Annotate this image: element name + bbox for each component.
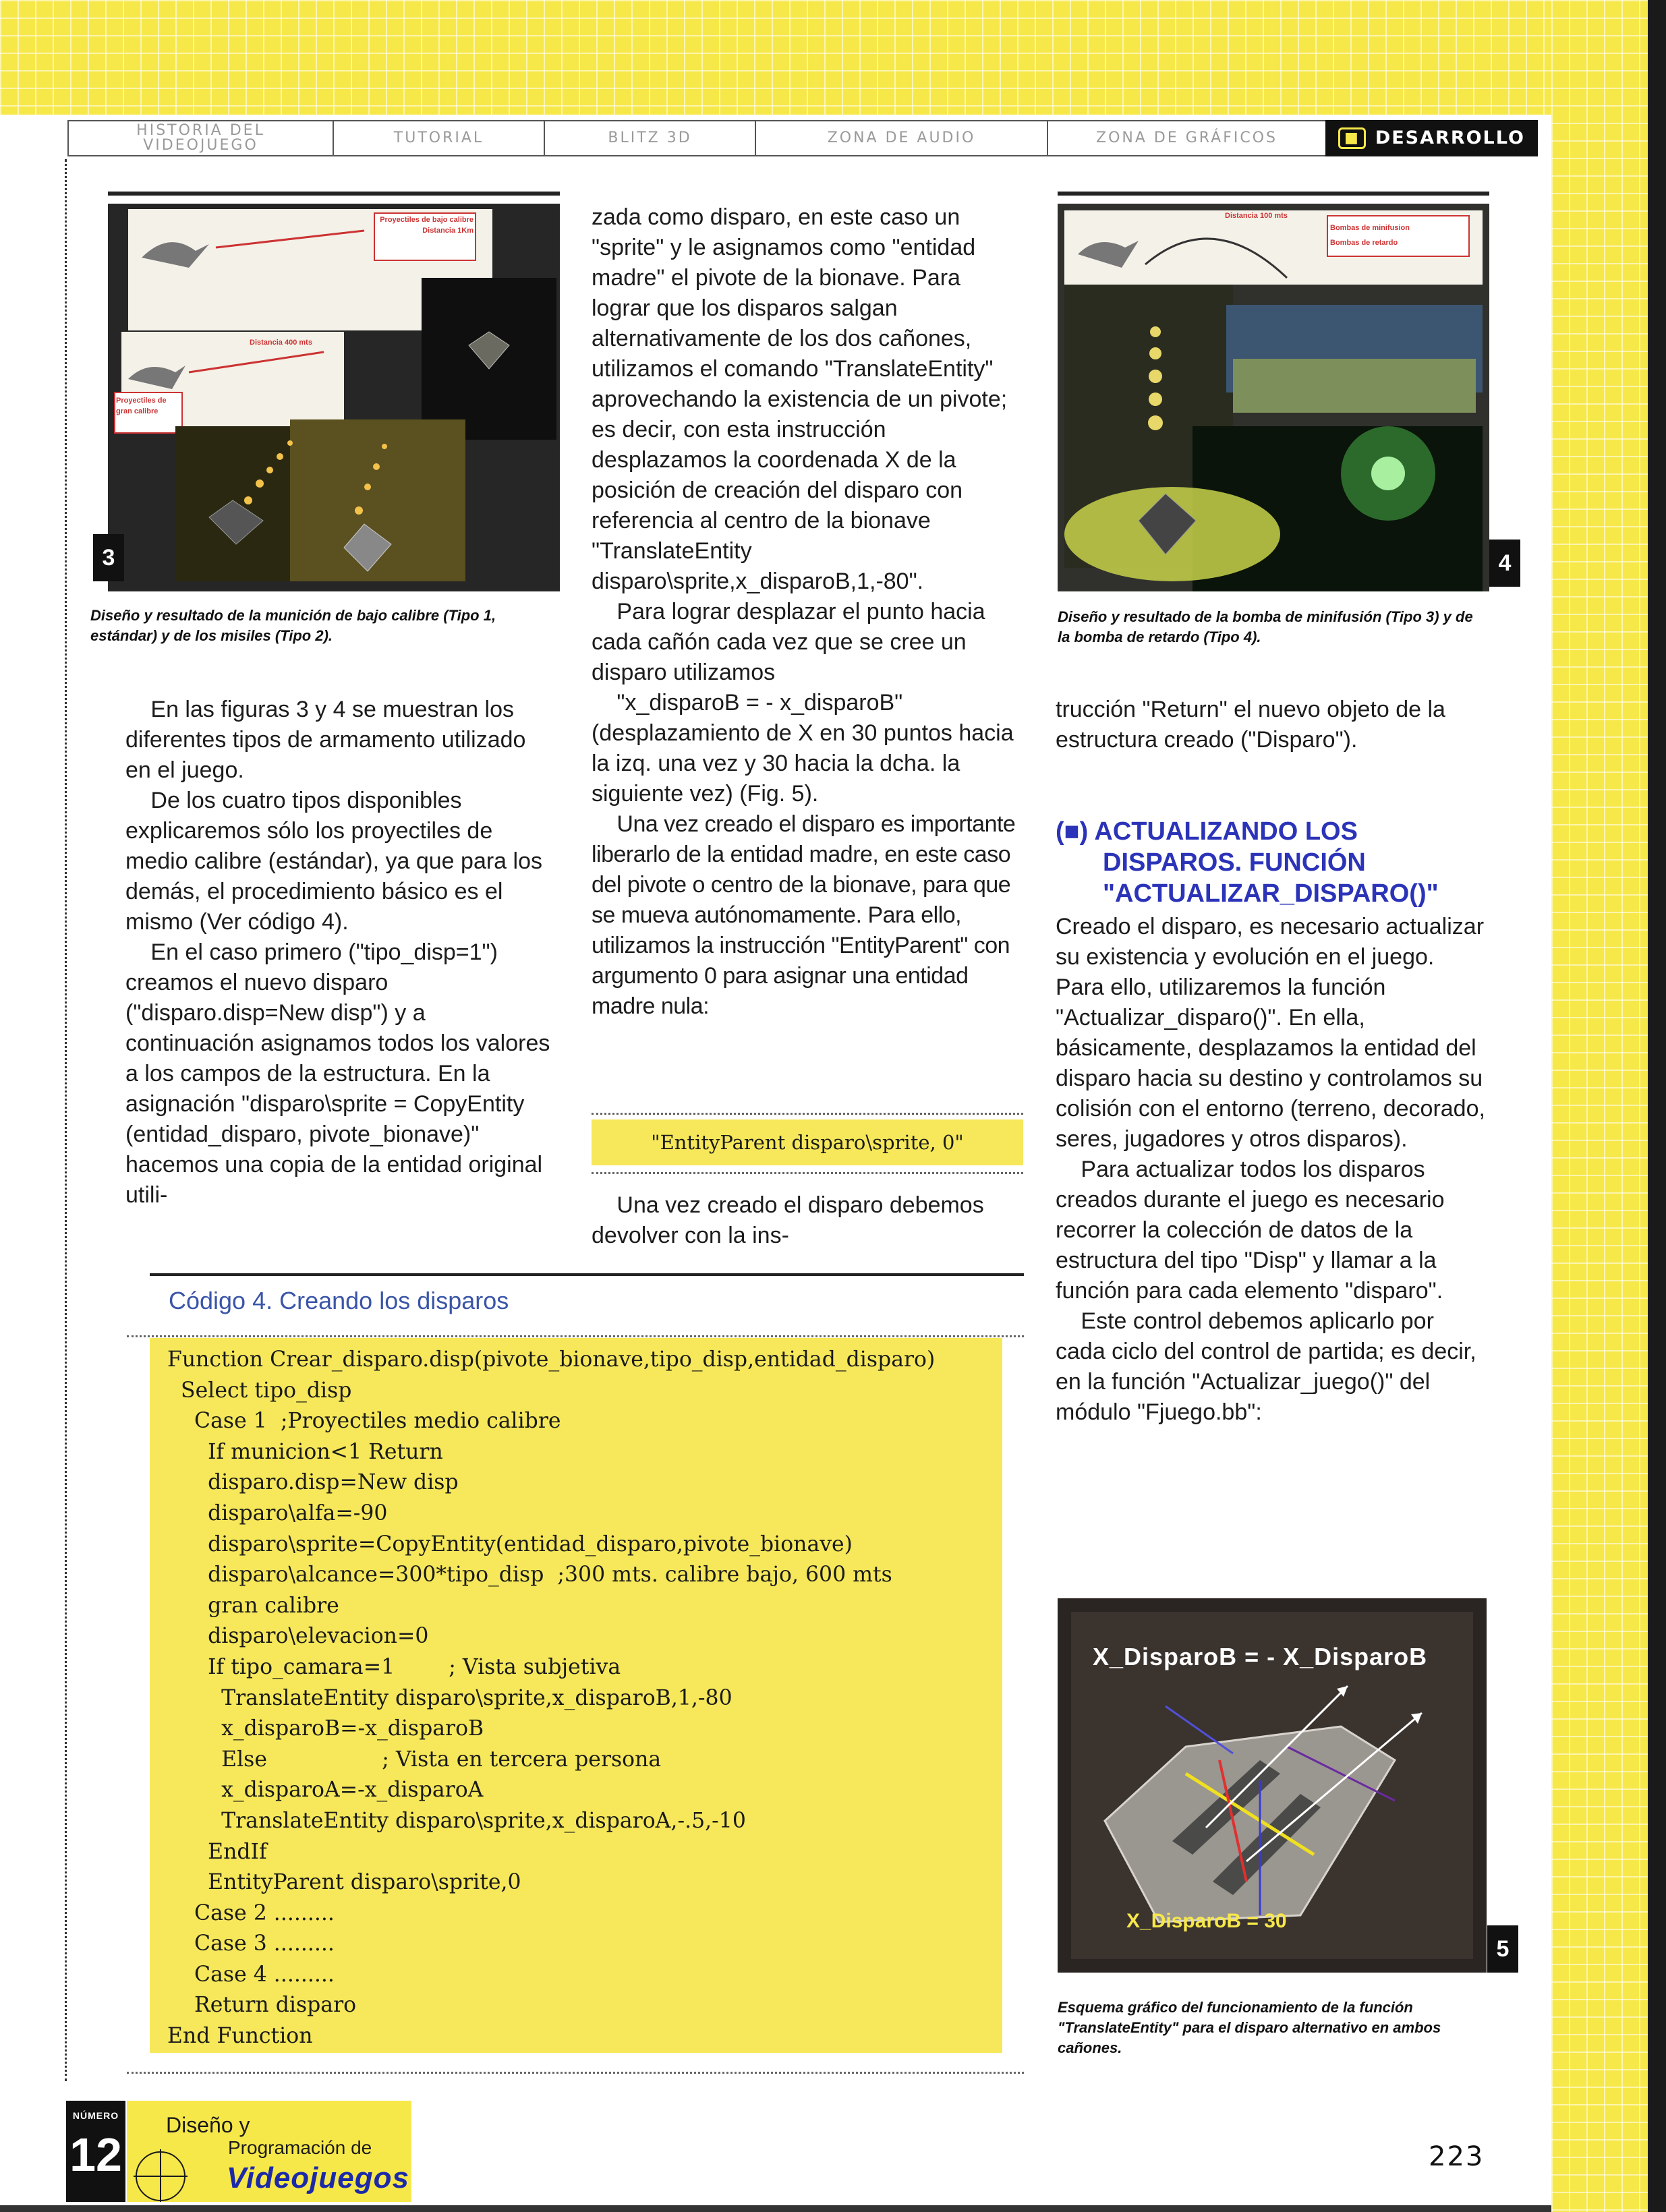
square-icon: ■ <box>1338 127 1366 149</box>
fig5-label-top: X_DisparoB = - X_DisparoB <box>1093 1643 1428 1670</box>
logo-line-3: Videojuegos <box>227 2161 409 2194</box>
column-3-top <box>1056 695 1487 755</box>
code-line: disparo\alcance=300*tipo_disp ;300 mts. calibre bajo, 600 mts <box>167 1563 892 1588</box>
code-line: TranslateEntity disparo\sprite,x_disparoA,-.5,-10 <box>167 1808 746 1833</box>
code-line: Else ; Vista en tercera persona <box>167 1747 662 1772</box>
logo-title-box <box>127 2101 411 2202</box>
figure-5-number: 5 <box>1487 1925 1518 1973</box>
magazine-logo <box>66 2101 411 2202</box>
logo-line-1: Diseño y <box>166 2113 250 2137</box>
top-yellow-grid <box>0 0 1666 115</box>
code-line: disparo\elevacion=0 <box>167 1624 429 1649</box>
column-3-body <box>1056 912 1487 1428</box>
inline-code-entityparent: "EntityParent disparo\sprite, 0" <box>592 1119 1023 1165</box>
page-number: 223 <box>1429 2141 1485 2172</box>
code-line: Function Crear_disparo.disp(pivote_bionave,tipo_disp,entidad_disparo) <box>167 1347 936 1372</box>
tab-historia[interactable]: HISTORIA DEL VIDEOJUEGO <box>67 120 333 156</box>
fig4-label-2: Bombas de minifusion <box>1330 224 1410 232</box>
col2-paragraph-2: Para lograr desplazar el punto hacia cada cañón cada vez que se cree un disparo utilizamos <box>592 599 985 685</box>
figure-5-caption: Esquema gráfico del funcionamiento de la función "TranslateEntity" para el disparo alternativo en ambos cañones. <box>1058 1999 1441 2056</box>
code-line: TranslateEntity disparo\sprite,x_disparoB,1,-80 <box>167 1685 733 1710</box>
tab-audio[interactable]: ZONA DE AUDIO <box>755 120 1047 156</box>
inline-code-bottom-rule <box>592 1172 1023 1174</box>
code-line: Case 2 ......... <box>167 1900 335 1925</box>
fig4-label-3: Bombas de retardo <box>1330 239 1398 247</box>
code-line: End Function <box>167 2024 313 2049</box>
code-bottom-dotted-rule <box>127 2072 1024 2074</box>
code-line: If municion<1 Return <box>167 1439 443 1464</box>
tab-tutorial[interactable]: TUTORIAL <box>333 120 544 156</box>
figure-4 <box>1058 204 1489 591</box>
bottom-rule <box>0 2205 1551 2212</box>
fig4-label-1: Distancia 100 mts <box>1225 212 1288 220</box>
issue-number-box <box>66 2101 125 2202</box>
code-line: Select tipo_disp <box>167 1378 352 1403</box>
col3-paragraph-2: Creado el disparo, es necesario actualizar su existencia y evolución en el juego. Para ello, utilizaremos la función "Actualizar_disparo()". En ella, básicamente, desplazamos la entidad del disparo hacia su destino y controlamos su colisión con el entorno (terreno, decorado, seres, jugadores y otros disparos). <box>1056 914 1485 1152</box>
code-line: Case 1 ;Proyectiles medio calibre <box>167 1409 561 1434</box>
code-line: Return disparo <box>167 1993 357 2018</box>
col2-paragraph-4: Una vez creado el disparo es importante liberarlo de la entidad madre, en este caso del pivote o centro de la bionave, para que se mueva autónomamente. Para ello, utilizamos la instrucción "EntityParent" con argumento 0 para asignar una entidad madre nula: <box>592 811 1016 1019</box>
col1-paragraph-2: De los cuatro tipos disponibles explicaremos sólo los proyectiles de medio calibre (estándar), ya que para los demás, el procedimiento básico es el mismo (Ver código 4). <box>125 788 542 935</box>
tab-desarrollo-label: DESARROLLO <box>1375 127 1525 148</box>
figure-4-number: 4 <box>1489 540 1520 587</box>
tab-graficos[interactable]: ZONA DE GRÁFICOS <box>1047 120 1325 156</box>
col3-paragraph-1: trucción "Return" el nuevo objeto de la estructura creado ("Disparo"). <box>1056 697 1445 753</box>
col1-paragraph-1: En las figuras 3 y 4 se muestran los diferentes tipos de armamento utilizado en el juego. <box>125 697 526 783</box>
column-2-top <box>592 202 1023 1022</box>
code-line: gran calibre <box>167 1593 339 1618</box>
tab-blitz3d[interactable]: BLITZ 3D <box>544 120 755 156</box>
figure-3-number: 3 <box>93 534 124 581</box>
fig3-label-3: Distancia 400 mts <box>250 339 312 347</box>
code-4-block <box>150 1338 1002 2053</box>
column-1 <box>125 695 554 1211</box>
code-line: Case 4 ......... <box>167 1962 335 1987</box>
code-top-rule <box>150 1273 1024 1276</box>
code-line: If tipo_camara=1 ; Vista subjetiva <box>167 1654 621 1679</box>
subhead-line-1: ACTUALIZANDO LOS <box>1094 817 1358 846</box>
column-2-bottom <box>592 1190 1023 1251</box>
numero-label: NÚMERO <box>72 2110 119 2121</box>
code-line: EntityParent disparo\sprite,0 <box>167 1870 521 1895</box>
figure-4-caption: Diseño y resultado de la bomba de minifusión (Tipo 3) y de la bomba de retardo (Tipo 4). <box>1058 608 1473 645</box>
right-edge-bar <box>1648 0 1666 2212</box>
fig3-label-2: Distancia 1Km <box>422 227 473 235</box>
tab-desarrollo[interactable] <box>1325 120 1538 156</box>
section-subheading <box>1056 816 1474 909</box>
figure-4-illustration <box>1058 204 1489 591</box>
col1-paragraph-3: En el caso primero ("tipo_disp=1") creamos el nuevo disparo ("disparo.disp=New disp") y a continuación asignamos todos los valores a los campos de la estructura. En la asignación "disparo\sprite = CopyEntity (entidad_disparo, pivote_bionave)" hacemos una copia de la entidad original utili- <box>125 939 550 1208</box>
col3-paragraph-4: Este control debemos aplicarlo por cada ciclo del control de partida; es decir, en la función "Actualizar_juego()" del módulo "Fjuego.bb": <box>1056 1308 1476 1425</box>
code-line: EndIf <box>167 1839 267 1864</box>
code-line: x_disparoA=-x_disparoA <box>167 1778 484 1803</box>
figure-3-caption: Diseño y resultado de la munición de bajo calibre (Tipo 1, estándar) y de los misiles (Tipo 2). <box>90 607 496 644</box>
code-line: disparo\alfa=-90 <box>167 1501 388 1525</box>
figure3-top-rule <box>108 192 560 196</box>
figure-5 <box>1058 1598 1487 1973</box>
subhead-line-2: DISPAROS. FUNCIÓN <box>1103 848 1366 877</box>
code-line: disparo.disp=New disp <box>167 1470 459 1495</box>
code-line: Case 3 ......... <box>167 1931 335 1956</box>
figure-3 <box>108 204 560 591</box>
issue-number: 12 <box>69 2128 122 2181</box>
col2-paragraph-3: "x_disparoB = - x_disparoB" (desplazamiento de X en 30 puntos hacia la izq. una vez y 30 hacia la dcha. la siguiente vez) (Fig. 5). <box>592 690 1014 807</box>
left-dotted-border <box>65 159 67 2081</box>
code-4-title: Código 4. Creando los disparos <box>169 1287 509 1314</box>
fig5-label-bottom: X_DisparoB = 30 <box>1126 1910 1287 1932</box>
logo-line-2: Programación de <box>228 2137 372 2158</box>
figure4-top-rule <box>1058 192 1489 196</box>
code-line: disparo\sprite=CopyEntity(entidad_disparo,pivote_bionave) <box>167 1532 853 1556</box>
code-title-dotted-rule <box>127 1335 1024 1337</box>
fig3-label-4: Proyectiles de gran calibre <box>116 397 167 415</box>
subhead-icon: (■) <box>1056 817 1089 846</box>
col2-paragraph-1: zada como disparo, en este caso un "sprite" y le asignamos como "entidad madre" el pivote de la bionave. Para lograr que los disparos salgan alternativamente de los dos cañones, utilizamos el comando "TranslateEntity" aprovechando la existencia de un pivote; es decir, con esta instrucción desplazamos la coordenada X de la posición de creación del disparo con referencia al centro de la bionave "TranslateEntity disparo\sprite,x_disparoB,1,-80". <box>592 204 1008 594</box>
subhead-line-3: "ACTUALIZAR_DISPARO()" <box>1103 879 1439 908</box>
col3-paragraph-3: Para actualizar todos los disparos creados durante el juego es necesario recorrer la colección de datos de la estructura del tipo "Disp" y llamar a la función para cada elemento "disparo". <box>1056 1157 1445 1304</box>
fig3-label-1: Proyectiles de bajo calibre <box>380 216 473 224</box>
col2-paragraph-5: Una vez creado el disparo debemos devolver con la ins- <box>592 1192 984 1248</box>
section-navbar <box>67 120 1538 156</box>
code-line: x_disparoB=-x_disparoB <box>167 1716 484 1741</box>
inline-code-top-rule <box>592 1113 1023 1115</box>
